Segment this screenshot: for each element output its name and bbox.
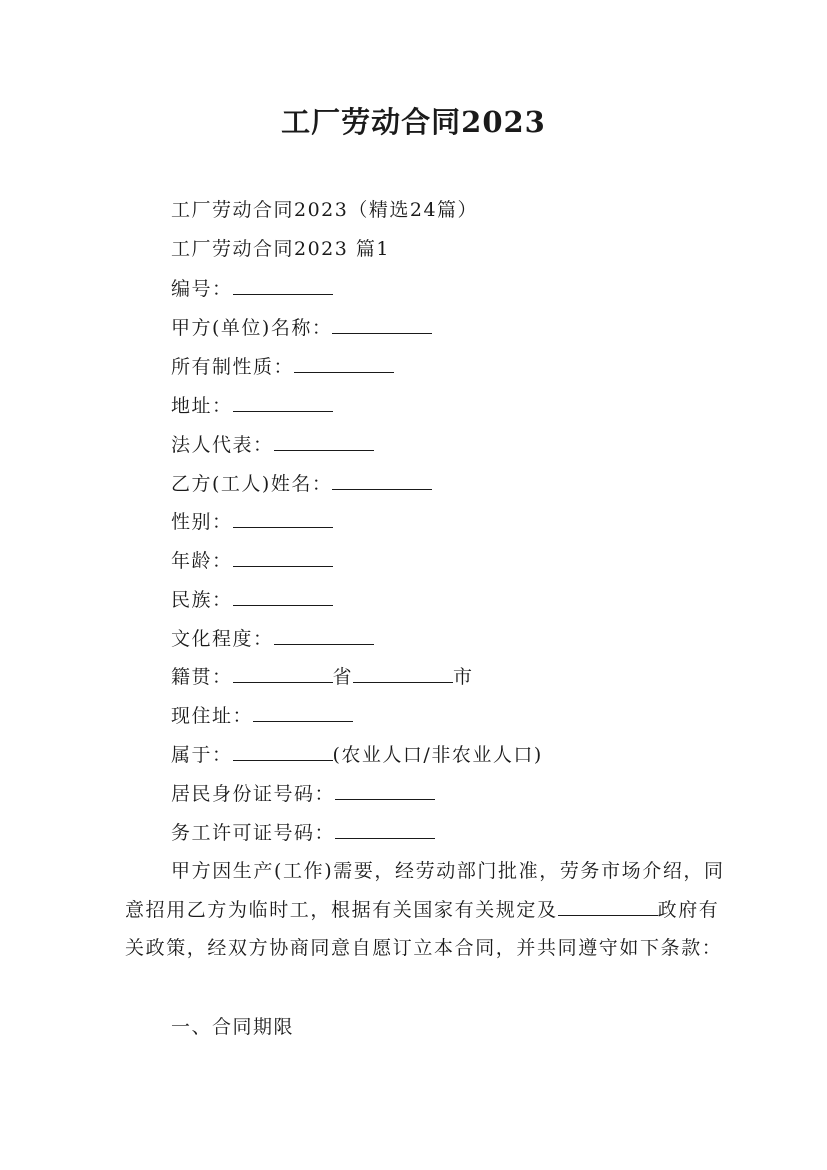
- field-party-a-name: [171, 313, 432, 342]
- paragraph-text-part2: 政府有关政策，经双方协商同意自愿订立本合同，并共同遵守如下条款：: [125, 898, 723, 960]
- field-current-address: [171, 701, 353, 730]
- field-native-place: [171, 662, 474, 691]
- field-education: [171, 624, 374, 653]
- field-belongs-to: [171, 740, 543, 769]
- blank-line: [335, 818, 435, 839]
- blank-line: [233, 274, 333, 295]
- paragraph-text-part1: 甲方因生产(工作)需要，经劳动部门批准，劳务市场介绍，同意招用乙方为临时工，根据有关国家有关规定及: [125, 860, 725, 921]
- field-id-number: [171, 779, 435, 808]
- blank-line: [332, 469, 432, 490]
- field-age-label: 年龄：: [171, 550, 233, 572]
- blank-line: [274, 430, 374, 451]
- blank-line: [233, 662, 333, 683]
- document-subtitle: 工厂劳动合同2023（精选24篇）: [171, 199, 479, 221]
- blank-line: [233, 585, 333, 606]
- field-ethnicity: [171, 585, 333, 614]
- blank-line: [558, 895, 658, 916]
- blank-line: [294, 352, 394, 373]
- clause-heading: 一、合同期限: [171, 1016, 295, 1038]
- native-province-label: 省: [332, 666, 354, 688]
- blank-line: [233, 391, 333, 412]
- blank-line: [335, 779, 435, 800]
- blank-line: [233, 546, 333, 567]
- blank-line: [274, 624, 374, 645]
- field-education-label: 文化程度：: [171, 628, 274, 650]
- document-title: 工厂劳动合同2023: [281, 105, 546, 139]
- field-ownership-label: 所有制性质：: [171, 356, 295, 378]
- field-number: [171, 274, 333, 303]
- blank-line: [332, 313, 432, 334]
- field-current-address-label: 现住址：: [171, 705, 254, 727]
- field-legal-rep-label: 法人代表：: [171, 434, 274, 456]
- native-city-label: 市: [453, 666, 474, 688]
- field-party-b-name-label: 乙方(工人)姓名：: [171, 473, 333, 495]
- field-party-a-name-label: 甲方(单位)名称：: [171, 317, 333, 339]
- field-address: [171, 391, 333, 420]
- field-work-permit-label: 务工许可证号码：: [171, 822, 336, 844]
- field-number-label: 编号：: [171, 278, 233, 300]
- field-age: [171, 546, 333, 575]
- field-party-b-name: [171, 469, 432, 498]
- field-address-label: 地址：: [171, 395, 233, 417]
- blank-line: [253, 701, 353, 722]
- blank-line: [353, 662, 453, 683]
- field-gender: [171, 507, 333, 536]
- belongs-options: (农业人口/非农业人口): [332, 744, 543, 766]
- field-work-permit: [171, 818, 435, 847]
- blank-line: [233, 740, 333, 761]
- intro-paragraph: [125, 852, 725, 968]
- blank-line: [233, 507, 333, 528]
- field-ethnicity-label: 民族：: [171, 589, 233, 611]
- field-id-number-label: 居民身份证号码：: [171, 783, 336, 805]
- field-ownership: [171, 352, 394, 381]
- section-heading: 工厂劳动合同2023 篇1: [171, 238, 390, 260]
- field-belongs-to-label: 属于：: [171, 744, 233, 766]
- field-gender-label: 性别：: [171, 511, 233, 533]
- field-legal-rep: [171, 430, 374, 459]
- field-native-place-label: 籍贯：: [171, 666, 233, 688]
